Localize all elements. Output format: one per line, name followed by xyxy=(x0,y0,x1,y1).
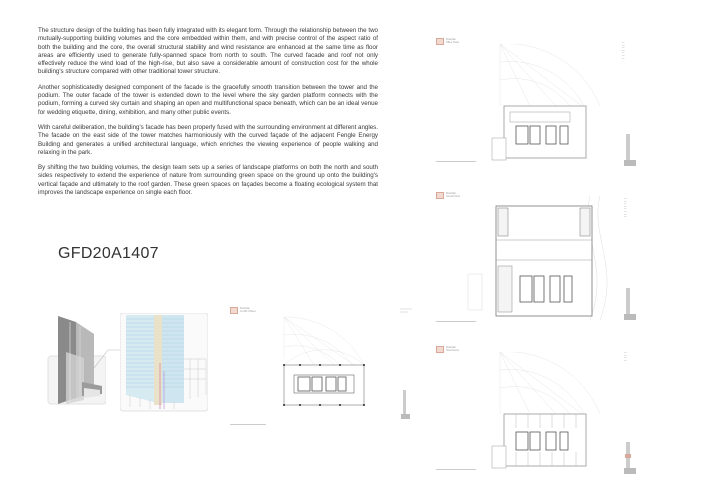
project-code: GFD20A1407 xyxy=(58,245,159,262)
sheet-title: Floorplan Office Tower xyxy=(436,38,459,45)
north-arrow-icon xyxy=(400,306,414,316)
legend-text: ━━ ━━ ━━ ━━ ━━ ━━ ━━ xyxy=(622,42,625,60)
paragraph-structure: The structure design of the building has been fully integrated with its elegant form. Through the relationship between the two mutually-supporting building volumes and the core embedded within them, and with precise control of the aspect ratio of both the building and the core, the overall structural stability and wind resistance are enhanced at the same time as floor areas are efficiently used to generate fully-spanned space from north to south. The curved facade and roof not only effectively reduce the wind load of the high-rise, but also save a considerable amount of construction cost for the whole building's structure compared with other traditional tower structure. xyxy=(38,27,378,76)
description-text xyxy=(38,27,378,204)
floorplan-sheet-hotel xyxy=(430,340,645,480)
floorplan-sheet-ground xyxy=(430,186,645,326)
paragraph-landscape: By shifting the two building volumes, the design team sets up a series of landscape platforms on both the north and south sides respectively to extend the experience of nature from surrounding green space on the ground up onto the building's vertical façade and ultimately to the roof garden. These green spaces on façades become a floating ecological system that improves the landscape experience on single each floor. xyxy=(38,164,378,197)
legend-text: ━━ ━━ ━━ ━━ xyxy=(624,352,627,362)
floorplan-drawing xyxy=(274,315,374,415)
section-key-icon xyxy=(622,440,638,476)
structure-frame-icon xyxy=(120,313,208,413)
scale-bar xyxy=(230,421,266,425)
section-key-icon xyxy=(401,390,411,420)
floorplan-sheet-office xyxy=(224,303,384,433)
logo-icon xyxy=(230,307,238,314)
scale-bar xyxy=(436,466,476,470)
sheet-title: Floorplan 12-20F Offices xyxy=(230,307,256,314)
sheet-title: Floorplan Ground Floor xyxy=(436,192,460,199)
legend-text: ━━ ━━ ━━ ━━ ━━ ━━ ━━ ━━ xyxy=(624,198,627,219)
paragraph-environment: With careful deliberation, the building's facade has been properly fused with the surrounding environment at different angles. The facade on the east side of the tower matches harmoniously with the curved façade of the adjacent Fengle Energy Building and generates a unified architectural language, which enriches the viewing experience of people walking and relaxing in the park. xyxy=(38,123,378,156)
scale-bar xyxy=(436,318,476,322)
sheet-title: Floorplan Hotel Floors xyxy=(436,346,459,353)
floorplan-drawing xyxy=(490,44,610,162)
logo-icon xyxy=(436,38,444,45)
floorplan-drawing xyxy=(490,352,610,470)
floorplan-drawing xyxy=(440,196,625,320)
section-key-icon xyxy=(622,132,638,168)
logo-icon xyxy=(436,346,444,353)
floorplan-sheet-tower xyxy=(430,32,645,172)
paragraph-facade-transition: Another sophisticatedly designed component of the facade is the gracefully smooth transition between the tower and the podium. The outer facade of the tower is extended down to the level where the sky garden platform connects with the podium, forming a curved sky curtain and shaping an open and multifunctional space beneath, which can be an ideal venue for wedding etiquette, dining, exhibition, and many other public events. xyxy=(38,83,378,116)
scale-bar xyxy=(436,158,476,162)
